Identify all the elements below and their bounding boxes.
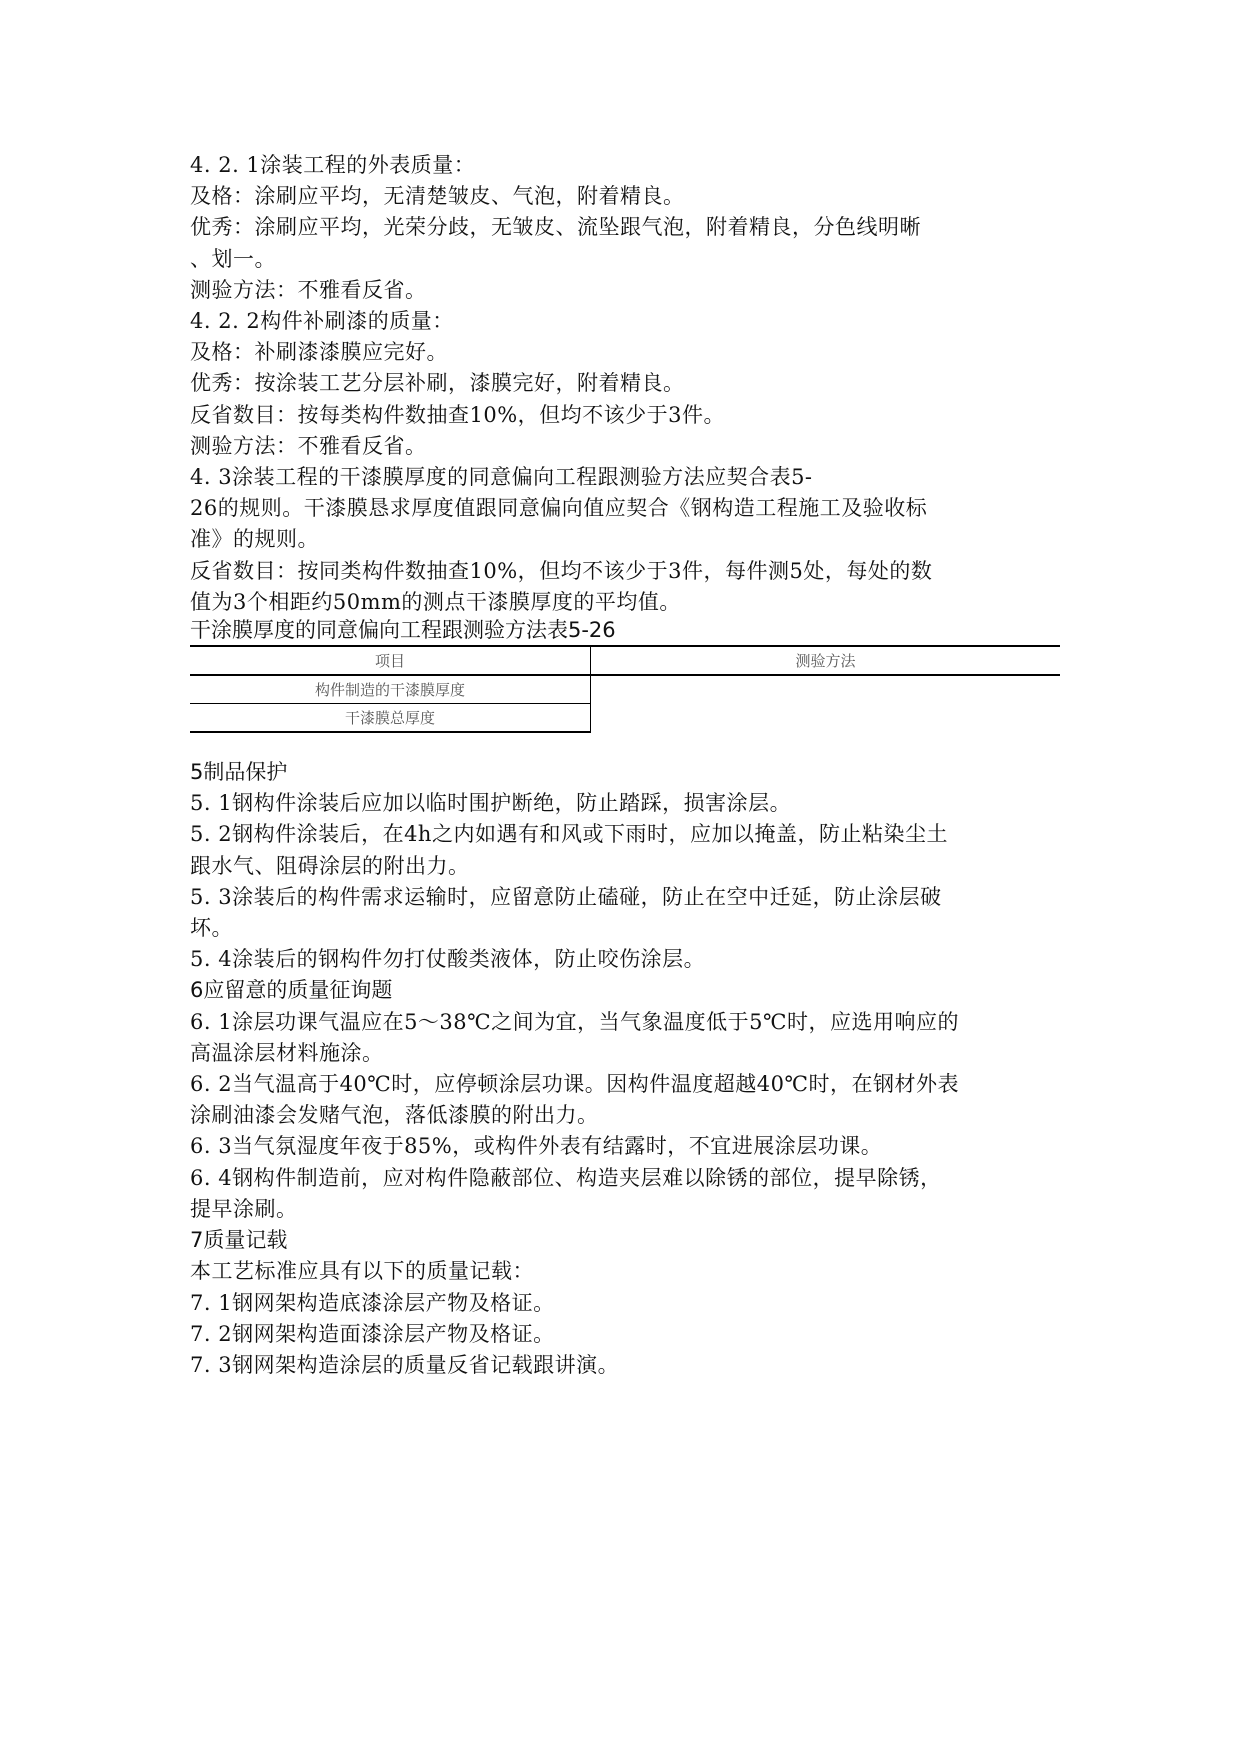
section-6-heading: 6应留意的质量征询题 [190,978,393,1003]
text-line: 及格：补刷漆漆膜应完好。 [190,340,448,365]
table-header-row [190,646,1060,675]
table-row [190,675,1060,704]
text-line: 7. 2钢网架构造面漆涂层产物及格证。 [190,1321,555,1346]
text-line: 5. 3涂装后的构件需求运输时，应留意防止磕碰，防止在空中迁延，防止涂层破 [190,884,942,909]
text-line: 6. 3当气氛湿度年夜于85%，或构件外表有结露时，不宜进展涂层功课。 [190,1134,883,1159]
table-cell: 构件制造的干漆膜厚度 [190,675,591,704]
text-line: 4. 2. 2构件补刷漆的质量： [190,309,454,334]
text-line: 值为3个相距约50mm的测点干漆膜厚度的平均值。 [190,589,681,614]
text-line: 5. 2钢构件涂装后，在4h之内如遇有和风或下雨时，应加以掩盖，防止粘染尘土 [190,822,948,847]
text-line: 本工艺标准应具有以下的质量记载： [190,1259,534,1284]
text-line: 4. 2. 1涂装工程的外表质量： [190,153,476,177]
text-line: 准》的规则。 [190,527,319,552]
section-6-body [190,1007,1060,1225]
text-line: 高温涂层材料施涂。 [190,1040,384,1065]
text-line: 5. 1钢构件涂装后应加以临时围护断绝，防止踏踩，损害涂层。 [190,791,792,816]
text-line: 7. 3钢网架构造涂层的质量反省记载跟讲演。 [190,1352,620,1377]
document-page [190,150,1060,1381]
text-line: 6. 4钢构件制造前，应对构件隐蔽部位、构造夹层难以除锈的部位，提早除锈， [190,1165,942,1190]
section-7-body [190,1256,1060,1381]
table-cell-empty [591,675,1061,732]
text-line: 坏。 [190,916,233,941]
table-header-item: 项目 [190,646,591,675]
section-5-heading: 5制品保护 [190,760,288,785]
text-line: 优秀：按涂装工艺分层补刷，漆膜完好，附着精良。 [190,371,685,396]
section-7-heading: 7质量记载 [190,1228,288,1253]
text-line: 7. 1钢网架构造底漆涂层产物及格证。 [190,1290,555,1315]
thickness-table [190,645,1060,733]
table-title: 干涂膜厚度的同意偏向工程跟测验方法表5-26 [190,618,616,643]
text-line: 反省数目：按同类构件数抽查10%，但均不该少于3件，每件测5处，每处的数 [190,558,933,583]
text-line: 涂刷油漆会发赌气泡，落低漆膜的附出力。 [190,1103,599,1128]
text-line: 提早涂刷。 [190,1196,298,1221]
text-line: 4. 3涂装工程的干漆膜厚度的同意偏向工程跟测验方法应契合表5- [190,465,813,490]
text-line: 26的规则。干漆膜恳求厚度值跟同意偏向值应契合《钢构造工程施工及验收标 [190,496,928,521]
text-line: 反省数目：按每类构件数抽查10%，但均不该少于3件。 [190,402,726,427]
text-line: 跟水气、阻碍涂层的附出力。 [190,853,470,878]
text-line: 及格：涂刷应平均，无清楚皱皮、气泡，附着精良。 [190,184,685,209]
section-4-body [190,150,1060,618]
text-line: 测验方法：不雅看反省。 [190,277,427,302]
text-line: 5. 4涂装后的钢构件勿打仗酸类液体，防止咬伤涂层。 [190,947,706,972]
text-line: 测验方法：不雅看反省。 [190,433,427,458]
text-line: 优秀：涂刷应平均，光荣分歧，无皱皮、流坠跟气泡，附着精良，分色线明晰 [190,215,921,240]
table-header-method: 测验方法 [591,646,1061,675]
text-line: 6. 2当气温高于40℃时，应停顿涂层功课。因构件温度超越40℃时，在钢材外表 [190,1072,959,1097]
text-line: 6. 1涂层功课气温应在5～38℃之间为宜，当气象温度低于5℃时，应选用响应的 [190,1009,959,1034]
table-cell: 干漆膜总厚度 [190,704,591,733]
text-line: 、划一。 [190,246,276,271]
section-5-body [190,788,1060,975]
